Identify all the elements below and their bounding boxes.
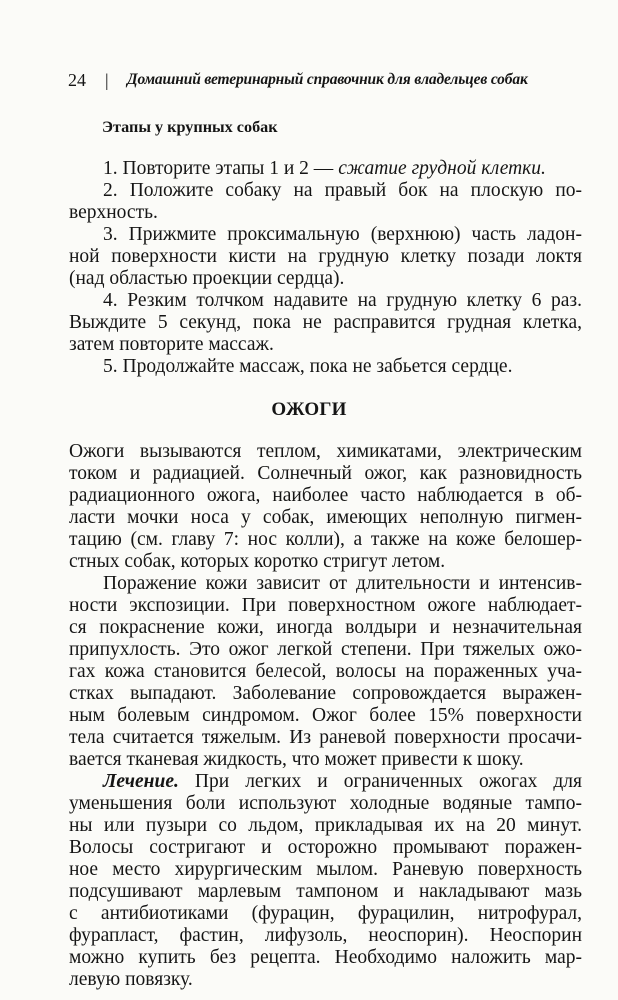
- step-line: 2. Положите собаку на правый бок на плоскую по-: [103, 180, 582, 201]
- treatment-first-line-text: При легких и ограниченных ожогах для: [178, 771, 582, 792]
- page-header: [68, 68, 588, 92]
- treatment-line: ное место хирургическим мылом. Раневую поверхность: [69, 859, 582, 880]
- step-line: верхность.: [69, 202, 158, 223]
- step-line: 3. Прижмите проксимальную (верхнюю) часть ладон-: [103, 224, 582, 245]
- burns-paragraph-2-line: тела считается тяжелым. Из раневой поверхности просачи-: [69, 727, 582, 748]
- step-line: 5. Продолжайте массаж, пока не забьется сердце.: [103, 356, 513, 377]
- treatment-line: с антибиотиками (фурацин, фурацилин, нитрофурал,: [69, 903, 582, 924]
- burns-paragraph-2-line: ся покраснение кожи, иногда волдыри и незначительная: [69, 617, 582, 638]
- treatment-line: левую повязку.: [69, 969, 193, 990]
- treatment-line: можно купить без рецепта. Необходимо наложить мар-: [69, 947, 582, 968]
- burns-paragraph-2-line: припухлость. Это ожог легкой степени. При тяжелых ожо-: [69, 639, 582, 660]
- treatment-line: уменьшения боли используют холодные водяные тампо-: [69, 793, 582, 814]
- step-line: (над областью проекции сердца).: [69, 268, 345, 289]
- step-line: ной поверхности кисти на грудную клетку позади локтя: [69, 246, 582, 267]
- burns-paragraph-1-line: током и радиацией. Солнечный ожог, как разновидность: [69, 463, 582, 484]
- step-1-italic-text: сжатие грудной клетки.: [338, 158, 546, 179]
- burns-section-title: ОЖОГИ: [271, 399, 347, 420]
- burns-paragraph-1-line: радиационного ожога, наиболее часто наблюдается в об-: [69, 485, 582, 506]
- treatment-first-line: [103, 771, 582, 793]
- large-dogs-steps-heading: Этапы у крупных собак: [102, 118, 278, 136]
- burns-paragraph-2-line: стках выпадают. Заболевание сопровождается выражен-: [69, 683, 582, 704]
- treatment-line: фурапласт, фастин, лифузоль, неоспорин). Неоспорин: [69, 925, 582, 946]
- treatment-label: Лечение.: [103, 771, 179, 792]
- burns-paragraph-2-line: ным болевым синдромом. Ожог более 15% поверхности: [69, 705, 582, 726]
- burns-paragraph-2-line: Поражение кожи зависит от длительности и интенсив-: [103, 573, 582, 594]
- burns-paragraph-2-line: вается тканевая жидкость, что может привести к шоку.: [69, 749, 524, 770]
- step-line: 4. Резким толчком надавите на грудную клетку 6 раз.: [103, 290, 582, 311]
- burns-paragraph-2-line: гах кожа становится белесой, волосы на пораженных уча-: [69, 661, 582, 682]
- treatment-line: Волосы состригают и осторожно промывают поражен-: [69, 837, 582, 858]
- burns-paragraph-1-line: тацию (см. главу 7: нос колли), а также на коже белошер-: [69, 529, 582, 550]
- treatment-line: подсушивают марлевым тампоном и накладывают мазь: [69, 881, 582, 902]
- step-line: затем повторите массаж.: [69, 334, 274, 355]
- burns-paragraph-1-line: стных собак, которых коротко стригут летом.: [69, 551, 446, 572]
- running-title: Домашний ветеринарный справочник для владельцев собак: [127, 71, 528, 88]
- step-line: Выждите 5 секунд, пока не расправится грудная клетка,: [69, 312, 582, 333]
- page-number: 24: [68, 70, 86, 90]
- burns-paragraph-1-line: ласти мочки носа у собак, имеющих неполную пигмен-: [69, 507, 582, 528]
- step-1-text: 1. Повторите этапы 1 и 2 —: [103, 158, 339, 179]
- header-divider: |: [105, 70, 109, 90]
- treatment-line: ны или пузыри со льдом, прикладывая их на 20 минут.: [69, 815, 582, 836]
- burns-paragraph-1-line: Ожоги вызываются теплом, химикатами, электрическим: [69, 441, 582, 462]
- step-line: [103, 158, 582, 180]
- burns-paragraph-2-line: ности экспозиции. При поверхностном ожоге наблюдает-: [69, 595, 582, 616]
